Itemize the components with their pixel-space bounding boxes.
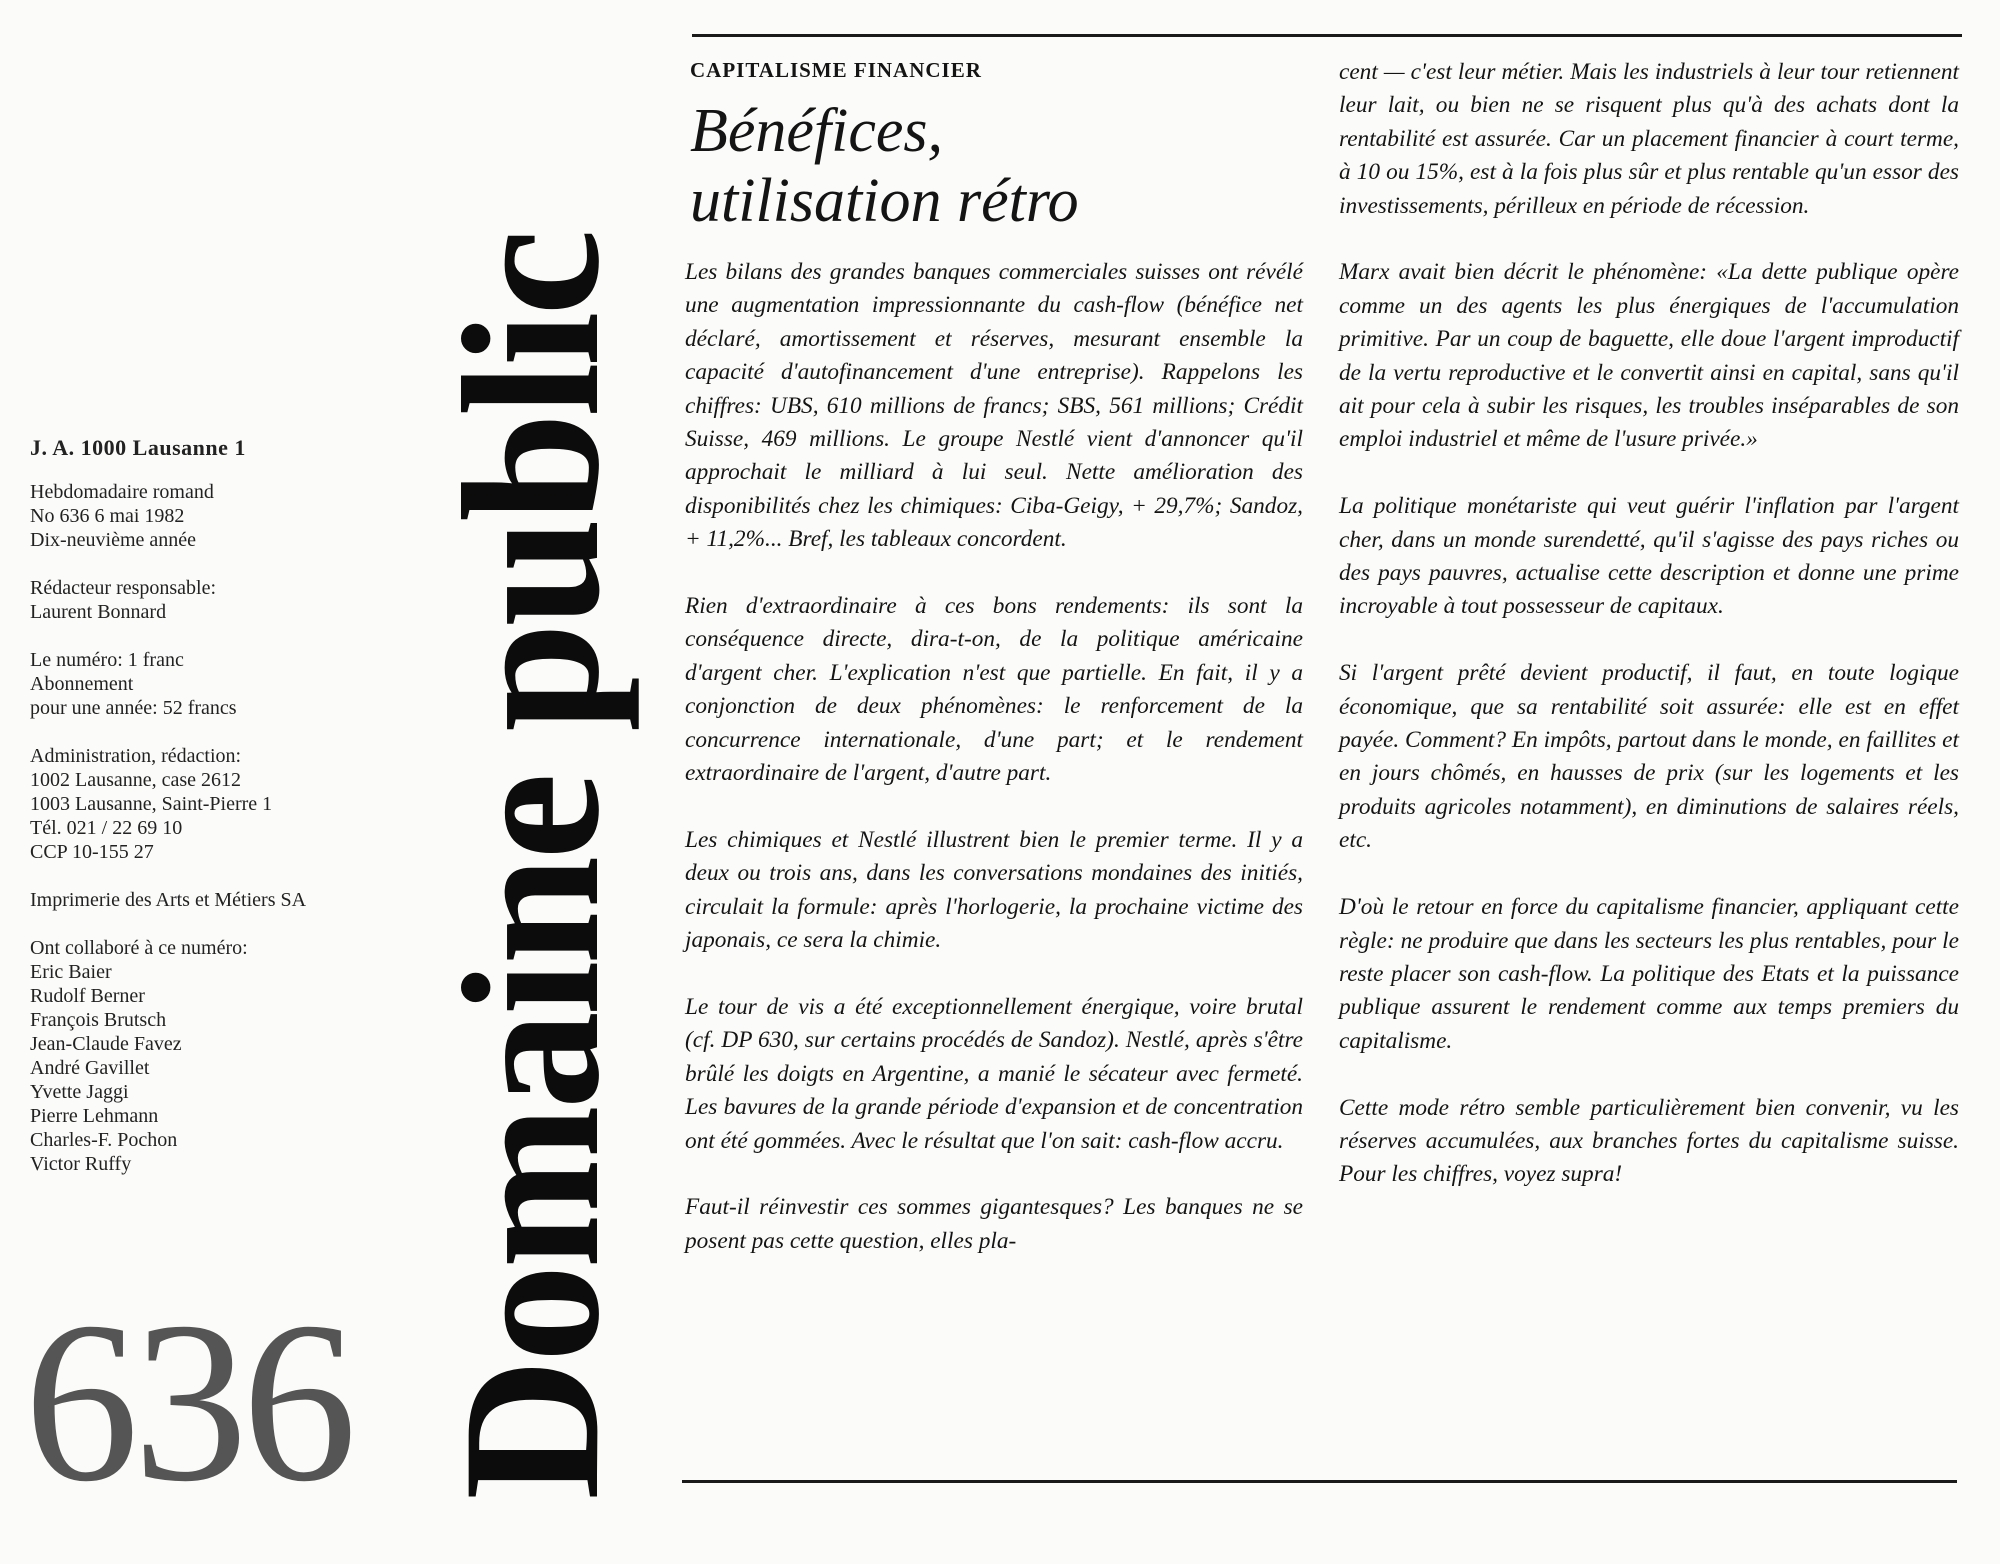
info-line: No 636 6 mai 1982 [30, 505, 185, 527]
info-line: Dix-neuvième année [30, 529, 197, 551]
info-block-admin [30, 744, 390, 864]
info-block-price [30, 648, 390, 720]
info-block-edition [30, 480, 390, 552]
info-line: CCP 10-155 27 [30, 841, 154, 863]
paragraph: Faut-il réinvestir ces sommes gigantesques? Les banques ne se posent pas cette question, elles pla- [685, 1194, 1303, 1254]
article-column-2 [1339, 56, 1959, 1225]
article-column-1 [685, 256, 1303, 1292]
headline-line: Bénéfices, [690, 97, 944, 165]
paragraph: D'où le retour en force du capitalisme financier, appliquant cette règle: ne produire que dans les secteurs les plus rentables, pour le reste placer son cash-flow. La politique des Etats et la puissance publique assurent le rendement comme aux temps premiers du capitalisme. [1339, 894, 1959, 1054]
info-line: Imprimerie des Arts et Métiers SA [30, 889, 307, 911]
info-block-contributors [30, 936, 390, 1176]
contributor-name: André Gavillet [30, 1057, 150, 1079]
paragraph: La politique monétariste qui veut guérir l'inflation par l'argent cher, dans un monde surendetté, qu'il s'agisse des pays riches ou des pays pauvres, actualise cette description et donne une prime incroyable à tout possesseur de capitaux. [1339, 493, 1959, 620]
contributors-title: Ont collaboré à ce numéro: [30, 937, 248, 959]
paragraph: Rien d'extraordinaire à ces bons rendements: ils sont la conséquence directe, dira-t-on, de la politique américaine d'argent cher. L'explication n'est que partielle. En fait, il y a conjonction de deux phénomènes: le renforcement de la concurrence internationale, d'une part; et le rendement extraordinaire de l'argent, d'autre part. [685, 593, 1303, 787]
info-line: Rédacteur responsable: [30, 577, 217, 599]
paragraph: Les chimiques et Nestlé illustrent bien le premier terme. Il y a deux ou trois ans, dans les conversations mondaines des initiés, circulait la formule: après l'horlogerie, la prochaine victime des japonais, ce sera la chimie. [685, 826, 1303, 954]
info-line: Administration, rédaction: [30, 745, 242, 767]
article-kicker: CAPITALISME FINANCIER [690, 58, 982, 82]
contributor-name: Rudolf Berner [30, 985, 145, 1007]
contributor-name: Victor Ruffy [30, 1153, 132, 1175]
bottom-rule [682, 1480, 1957, 1483]
masthead-container [423, 150, 640, 1500]
info-line: 1003 Lausanne, Saint-Pierre 1 [30, 793, 273, 815]
info-line: Le numéro: 1 franc [30, 649, 184, 671]
info-line: 1002 Lausanne, case 2612 [30, 769, 242, 791]
info-line: Hebdomadaire romand [30, 481, 214, 503]
postal-line: J. A. 1000 Lausanne 1 [30, 435, 246, 460]
paragraph: cent — c'est leur métier. Mais les industriels à leur tour retiennent leur lait, ou bien ne se risquent plus qu'à des achats dont la rentabilité est assurée. Car un placement financier à court terme, à 10 ou 15%, est à la fois plus sûr et plus rentable qu'un essor des investissements, périlleux en période de récession. [1339, 59, 1959, 219]
contributor-name: François Brutsch [30, 1009, 167, 1031]
info-line: Abonnement [30, 673, 134, 695]
info-block-printer [30, 888, 390, 912]
contributor-name: Yvette Jaggi [30, 1081, 129, 1103]
info-line: Laurent Bonnard [30, 601, 167, 623]
paragraph: Marx avait bien décrit le phénomène: «La dette publique opère comme un des agents les plus énergiques de l'accumulation primitive. Par un coup de baguette, elle doue l'argent improductif de la vertu reproductive et le convertit ainsi en capital, sans qu'il ait pour cela à subir les risques, les troubles inséparables de son emploi industriel et même de l'usure privée.» [1339, 259, 1959, 453]
paragraph: Si l'argent prêté devient productif, il faut, en toute logique économique, que sa rentabilité soit assurée: elle est en effet payée. Comment? En impôts, partout dans le monde, en faillites et en jours chômés, en hausses de prix (sur les logements et les produits agricoles notamment), en diminutions de salaires réels, etc. [1339, 660, 1959, 854]
info-line: pour une année: 52 francs [30, 697, 237, 719]
paragraph: Le tour de vis a été exceptionnellement énergique, voire brutal (cf. DP 630, sur certains procédés de Sandoz). Nestlé, après s'être brûlé les doigts en Argentine, a manié le sécateur avec fermeté. Les bavures de la grande période d'expansion et de concentration ont été gommées. Avec le résultat que l'on sait: cash-flow accru. [685, 993, 1303, 1154]
info-block-editor [30, 576, 390, 624]
paragraph: Les bilans des grandes banques commerciales suisses ont révélé une augmentation impressionnante du cash-flow (bénéfice net déclaré, amortissement et réserves, mesurant ensemble la capacité d'autofinancement d'une entreprise). Rappelons les chiffres: UBS, 610 millions de francs; SBS, 561 millions; Crédit Suisse, 469 millions. Le groupe Nestlé vient d'annoncer qu'il approchait le milliard à lui seul. Nette amélioration des disponibilités chez les chimiques: Ciba-Geigy, + 29,7%; Sandoz, + 11,2%... Bref, les tableaux concordent. [685, 259, 1303, 553]
contributor-name: Jean-Claude Favez [30, 1033, 182, 1055]
contributor-name: Charles-F. Pochon [30, 1129, 178, 1151]
top-rule [692, 34, 1962, 37]
headline-line: utilisation rétro [690, 167, 1079, 235]
contributor-name: Eric Baier [30, 961, 112, 983]
article-headline [690, 96, 1310, 236]
info-line: Tél. 021 / 22 69 10 [30, 817, 183, 839]
masthead-title: Domaine public [423, 232, 640, 1500]
publication-info [30, 436, 390, 1200]
issue-number: 636 [24, 1274, 351, 1529]
contributor-name: Pierre Lehmann [30, 1105, 159, 1127]
paragraph: Cette mode rétro semble particulièrement bien convenir, vu les réserves accumulées, aux branches fortes du capitalisme suisse. Pour les chiffres, voyez supra! [1339, 1094, 1959, 1188]
